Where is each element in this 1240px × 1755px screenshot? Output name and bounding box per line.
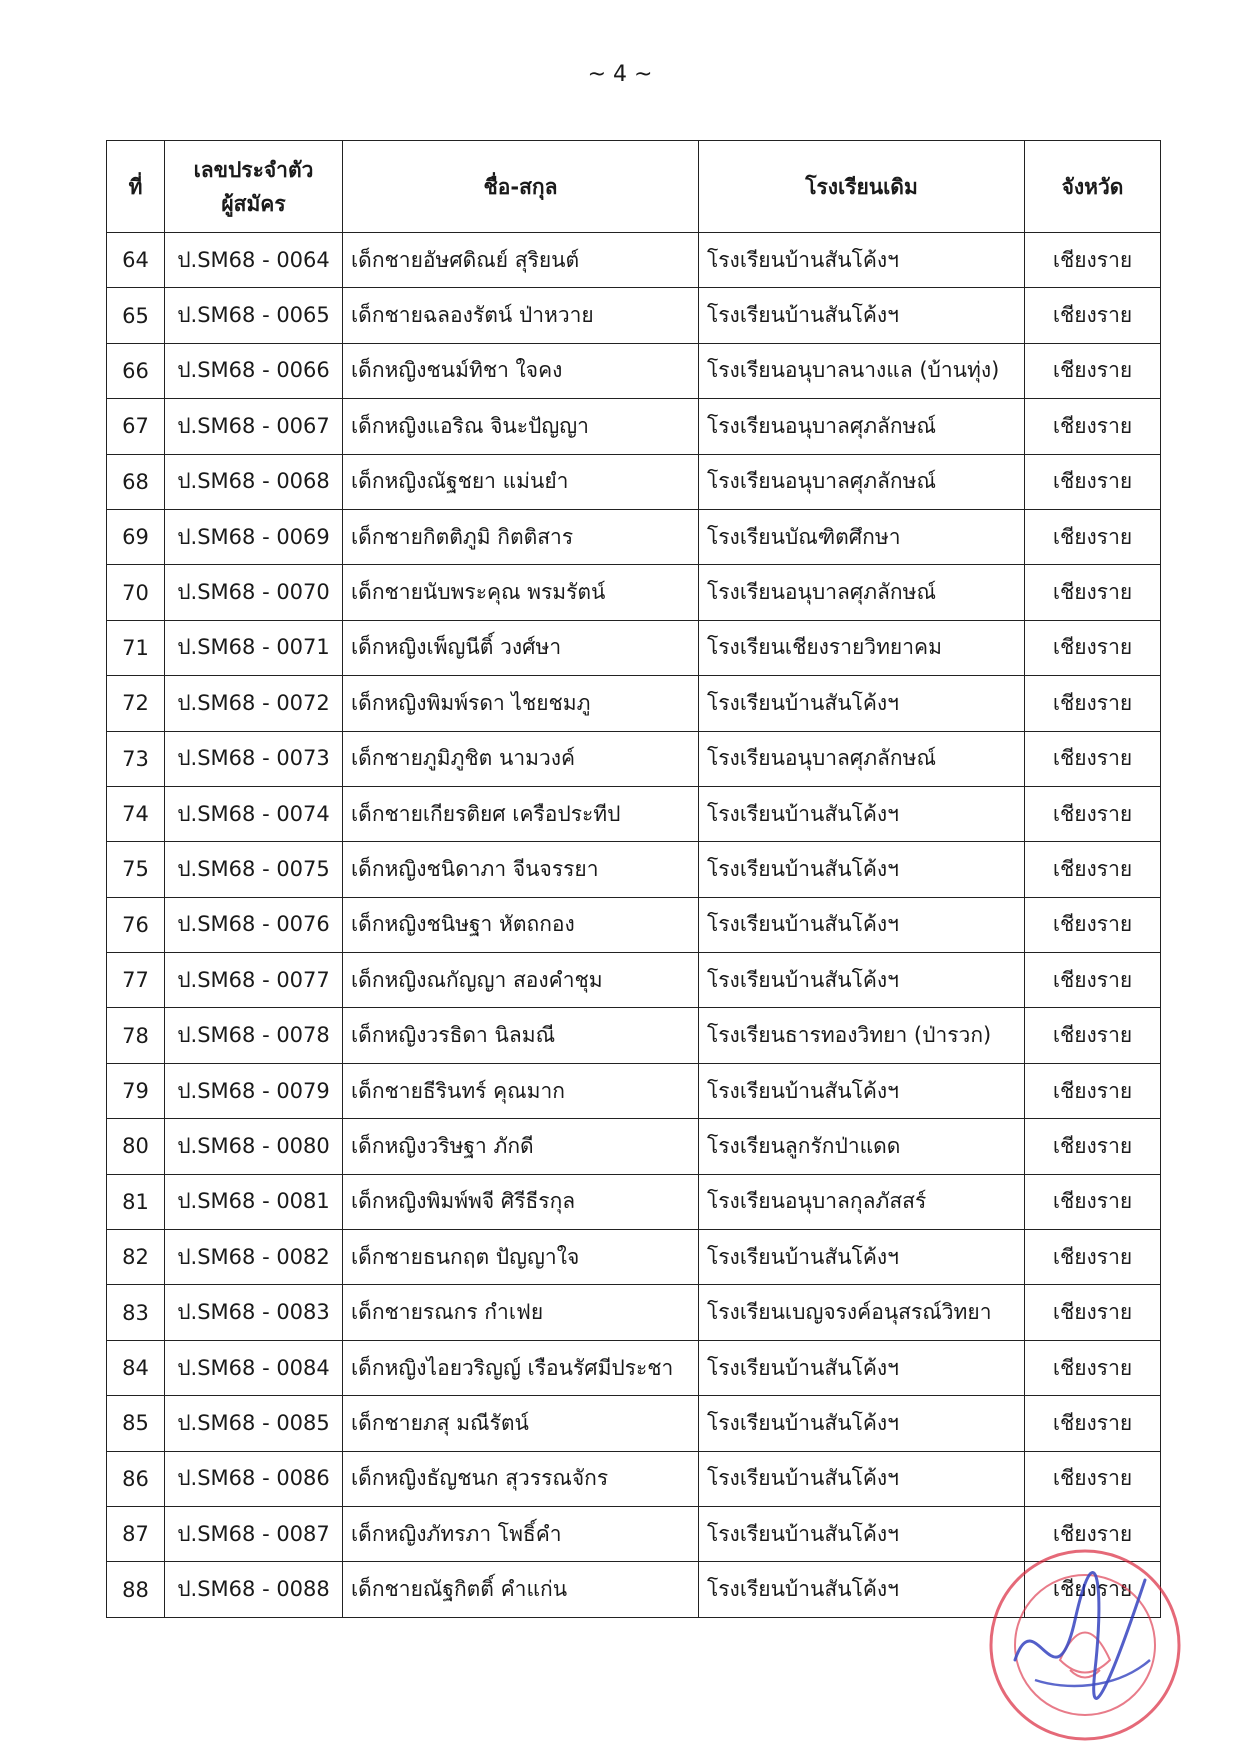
cell-applicant-id: ป.SM68 - 0069 [165,509,343,564]
cell-previous-school: โรงเรียนบ้านสันโค้งฯ [699,786,1025,841]
cell-applicant-id: ป.SM68 - 0086 [165,1451,343,1506]
cell-province: เชียงราย [1025,343,1161,398]
cell-previous-school: โรงเรียนบ้านสันโค้งฯ [699,1562,1025,1617]
cell-province: เชียงราย [1025,1230,1161,1285]
cell-province: เชียงราย [1025,399,1161,454]
cell-applicant-id: ป.SM68 - 0070 [165,565,343,620]
cell-previous-school: โรงเรียนเบญจรงค์อนุสรณ์วิทยา [699,1285,1025,1340]
cell-province: เชียงราย [1025,1285,1161,1340]
cell-previous-school: โรงเรียนบ้านสันโค้งฯ [699,233,1025,288]
cell-applicant-id: ป.SM68 - 0085 [165,1396,343,1451]
cell-province: เชียงราย [1025,897,1161,952]
cell-applicant-id: ป.SM68 - 0082 [165,1230,343,1285]
cell-previous-school: โรงเรียนอนุบาลศุภลักษณ์ [699,731,1025,786]
cell-full-name: เด็กชายธนกฤต ปัญญาใจ [343,1230,699,1285]
cell-applicant-id: ป.SM68 - 0087 [165,1506,343,1561]
cell-previous-school: โรงเรียนบัณฑิตศึกษา [699,509,1025,564]
table-row [107,288,1161,343]
cell-no: 75 [107,842,165,897]
cell-applicant-id: ป.SM68 - 0067 [165,399,343,454]
cell-previous-school: โรงเรียนบ้านสันโค้งฯ [699,676,1025,731]
cell-no: 83 [107,1285,165,1340]
cell-no: 71 [107,620,165,675]
cell-applicant-id: ป.SM68 - 0081 [165,1174,343,1229]
table-row [107,620,1161,675]
cell-no: 70 [107,565,165,620]
cell-full-name: เด็กชายนับพระคุณ พรมรัตน์ [343,565,699,620]
cell-full-name: เด็กหญิงชนิษฐา หัตถกอง [343,897,699,952]
cell-previous-school: โรงเรียนธารทองวิทยา (ป่ารวก) [699,1008,1025,1063]
table-row [107,1008,1161,1063]
table-body [107,233,1161,1618]
cell-previous-school: โรงเรียนอนุบาลศุภลักษณ์ [699,565,1025,620]
cell-applicant-id: ป.SM68 - 0071 [165,620,343,675]
applicant-table [106,140,1161,1618]
cell-full-name: เด็กหญิงวริษฐา ภักดี [343,1119,699,1174]
cell-province: เชียงราย [1025,786,1161,841]
cell-province: เชียงราย [1025,953,1161,1008]
table-row [107,509,1161,564]
cell-full-name: เด็กชายณัฐกิตติ์ คำแก่น [343,1562,699,1617]
table-row [107,1340,1161,1395]
header-row [107,141,1161,233]
cell-applicant-id: ป.SM68 - 0076 [165,897,343,952]
cell-applicant-id: ป.SM68 - 0068 [165,454,343,509]
cell-province: เชียงราย [1025,1119,1161,1174]
header-province: จังหวัด [1025,141,1161,233]
table-row [107,233,1161,288]
cell-full-name: เด็กชายภูมิภูชิต นามวงค์ [343,731,699,786]
cell-applicant-id: ป.SM68 - 0065 [165,288,343,343]
table-row [107,1230,1161,1285]
cell-no: 88 [107,1562,165,1617]
cell-no: 76 [107,897,165,952]
cell-no: 74 [107,786,165,841]
cell-province: เชียงราย [1025,842,1161,897]
table-row [107,1396,1161,1451]
cell-previous-school: โรงเรียนอนุบาลกุลภัสสร์ [699,1174,1025,1229]
cell-applicant-id: ป.SM68 - 0064 [165,233,343,288]
cell-previous-school: โรงเรียนบ้านสันโค้งฯ [699,1451,1025,1506]
cell-applicant-id: ป.SM68 - 0088 [165,1562,343,1617]
cell-previous-school: โรงเรียนบ้านสันโค้งฯ [699,1230,1025,1285]
cell-full-name: เด็กหญิงชนิดาภา จีนจรรยา [343,842,699,897]
cell-previous-school: โรงเรียนบ้านสันโค้งฯ [699,288,1025,343]
table-row [107,786,1161,841]
cell-no: 81 [107,1174,165,1229]
cell-full-name: เด็กหญิงภัทรภา โพธิ์คำ [343,1506,699,1561]
cell-province: เชียงราย [1025,509,1161,564]
table-row [107,1285,1161,1340]
cell-province: เชียงราย [1025,454,1161,509]
cell-no: 69 [107,509,165,564]
cell-province: เชียงราย [1025,1451,1161,1506]
cell-full-name: เด็กชายกิตติภูมิ กิตติสาร [343,509,699,564]
cell-full-name: เด็กหญิงธัญชนก สุวรรณจักร [343,1451,699,1506]
cell-no: 79 [107,1063,165,1118]
cell-full-name: เด็กหญิงณกัญญา สองคำชุม [343,953,699,1008]
cell-previous-school: โรงเรียนบ้านสันโค้งฯ [699,1063,1025,1118]
cell-full-name: เด็กหญิงชนม์ทิชา ใจคง [343,343,699,398]
cell-applicant-id: ป.SM68 - 0075 [165,842,343,897]
table-row [107,1451,1161,1506]
cell-applicant-id: ป.SM68 - 0084 [165,1340,343,1395]
cell-applicant-id: ป.SM68 - 0080 [165,1119,343,1174]
cell-full-name: เด็กชายอัษศดิณย์ สุริยนต์ [343,233,699,288]
cell-previous-school: โรงเรียนอนุบาลศุภลักษณ์ [699,454,1025,509]
table-row [107,1174,1161,1229]
table-row [107,399,1161,454]
cell-applicant-id: ป.SM68 - 0078 [165,1008,343,1063]
cell-full-name: เด็กหญิงณัฐชยา แม่นยำ [343,454,699,509]
table-row [107,1506,1161,1561]
cell-full-name: เด็กชายภสุ มณีรัตน์ [343,1396,699,1451]
cell-no: 77 [107,953,165,1008]
cell-no: 73 [107,731,165,786]
table-row [107,1063,1161,1118]
cell-previous-school: โรงเรียนบ้านสันโค้งฯ [699,897,1025,952]
header-applicant-id-line2: ผู้สมัคร [221,191,286,216]
cell-previous-school: โรงเรียนบ้านสันโค้งฯ [699,1340,1025,1395]
cell-applicant-id: ป.SM68 - 0079 [165,1063,343,1118]
cell-no: 84 [107,1340,165,1395]
cell-province: เชียงราย [1025,565,1161,620]
cell-previous-school: โรงเรียนเชียงรายวิทยาคม [699,620,1025,675]
cell-province: เชียงราย [1025,1063,1161,1118]
cell-no: 64 [107,233,165,288]
cell-province: เชียงราย [1025,1174,1161,1229]
cell-full-name: เด็กหญิงเพ็ญนีติ์ วงศ์ษา [343,620,699,675]
cell-previous-school: โรงเรียนอนุบาลศุภลักษณ์ [699,399,1025,454]
table-row [107,343,1161,398]
cell-full-name: เด็กหญิงไอยวริญญ์ เรือนรัศมีประชา [343,1340,699,1395]
table-row [107,565,1161,620]
table-row [107,1562,1161,1617]
cell-full-name: เด็กหญิงพิมพ์พจี ศิรีธีรกุล [343,1174,699,1229]
header-applicant-id [165,141,343,233]
table-row [107,1119,1161,1174]
table-row [107,897,1161,952]
header-full-name: ชื่อ-สกุล [343,141,699,233]
cell-no: 65 [107,288,165,343]
cell-province: เชียงราย [1025,731,1161,786]
table-row [107,731,1161,786]
cell-no: 78 [107,1008,165,1063]
cell-full-name: เด็กหญิงแอริณ จินะปัญญา [343,399,699,454]
cell-previous-school: โรงเรียนบ้านสันโค้งฯ [699,842,1025,897]
cell-previous-school: โรงเรียนลูกรักป่าแดด [699,1119,1025,1174]
cell-no: 82 [107,1230,165,1285]
table-row [107,953,1161,1008]
cell-applicant-id: ป.SM68 - 0073 [165,731,343,786]
page-number: ~ 4 ~ [587,62,653,87]
cell-no: 80 [107,1119,165,1174]
cell-province: เชียงราย [1025,1506,1161,1561]
header-previous-school: โรงเรียนเดิม [699,141,1025,233]
header-applicant-id-line1: เลขประจำตัว [193,157,314,182]
cell-no: 85 [107,1396,165,1451]
table-row [107,676,1161,731]
cell-no: 87 [107,1506,165,1561]
cell-applicant-id: ป.SM68 - 0077 [165,953,343,1008]
cell-province: เชียงราย [1025,1008,1161,1063]
cell-no: 72 [107,676,165,731]
cell-previous-school: โรงเรียนบ้านสันโค้งฯ [699,953,1025,1008]
cell-province: เชียงราย [1025,1562,1161,1617]
cell-full-name: เด็กชายฉลองรัตน์ ป่าหวาย [343,288,699,343]
table-header [107,141,1161,233]
cell-applicant-id: ป.SM68 - 0074 [165,786,343,841]
cell-no: 67 [107,399,165,454]
cell-applicant-id: ป.SM68 - 0066 [165,343,343,398]
cell-full-name: เด็กชายธีรินทร์ คุณมาก [343,1063,699,1118]
cell-province: เชียงราย [1025,620,1161,675]
cell-no: 86 [107,1451,165,1506]
cell-previous-school: โรงเรียนบ้านสันโค้งฯ [699,1396,1025,1451]
table-row [107,454,1161,509]
cell-applicant-id: ป.SM68 - 0083 [165,1285,343,1340]
cell-no: 68 [107,454,165,509]
cell-full-name: เด็กหญิงพิมพ์รดา ไชยชมภู [343,676,699,731]
header-no: ที่ [107,141,165,233]
table-row [107,842,1161,897]
cell-applicant-id: ป.SM68 - 0072 [165,676,343,731]
cell-previous-school: โรงเรียนบ้านสันโค้งฯ [699,1506,1025,1561]
cell-province: เชียงราย [1025,233,1161,288]
cell-province: เชียงราย [1025,288,1161,343]
cell-previous-school: โรงเรียนอนุบาลนางแล (บ้านทุ่ง) [699,343,1025,398]
cell-province: เชียงราย [1025,676,1161,731]
cell-full-name: เด็กชายเกียรติยศ เครือประทีป [343,786,699,841]
cell-province: เชียงราย [1025,1340,1161,1395]
cell-province: เชียงราย [1025,1396,1161,1451]
cell-full-name: เด็กหญิงวรธิดา นิลมณี [343,1008,699,1063]
cell-no: 66 [107,343,165,398]
cell-full-name: เด็กชายรณกร กำเฟย [343,1285,699,1340]
